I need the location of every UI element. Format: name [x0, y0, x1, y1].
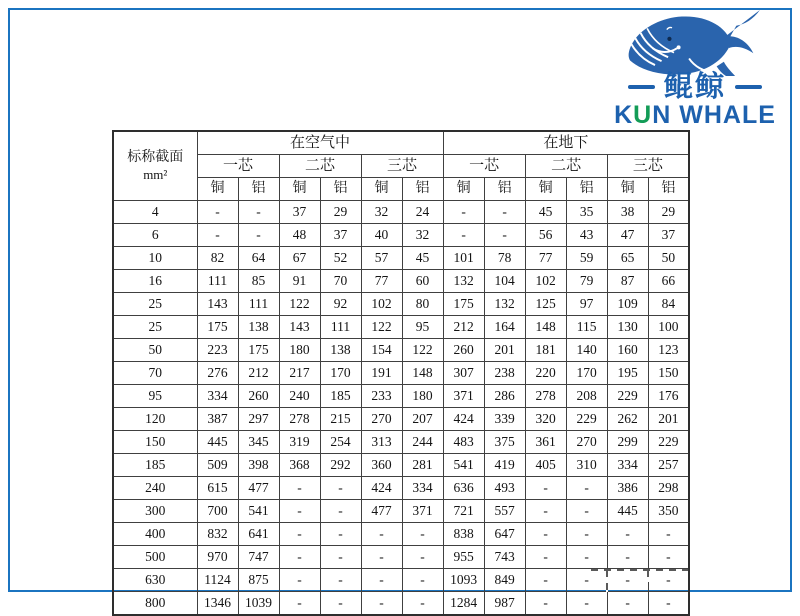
cell-ampacity-value: 1093 [443, 569, 484, 592]
cell-ampacity-value: 180 [279, 339, 320, 362]
cell-ampacity-value: 109 [607, 293, 648, 316]
cell-ampacity-value: 445 [197, 431, 238, 454]
cell-ampacity-value: - [648, 569, 689, 592]
cell-ampacity-value: 37 [279, 201, 320, 224]
cell-ampacity-value: 292 [320, 454, 361, 477]
cell-ampacity-value: - [320, 569, 361, 592]
group-header-underground: 在地下 [443, 131, 689, 155]
cell-ampacity-value: 37 [648, 224, 689, 247]
cell-ampacity-value: 52 [320, 247, 361, 270]
cell-ampacity-value: 92 [320, 293, 361, 316]
cell-section-size: 300 [113, 500, 197, 523]
table-row [113, 569, 689, 592]
cell-ampacity-value: 78 [484, 247, 525, 270]
table-row [113, 270, 689, 293]
cell-ampacity-value: - [607, 569, 648, 592]
cell-ampacity-value: - [607, 592, 648, 616]
cell-ampacity-value: 220 [525, 362, 566, 385]
cell-ampacity-value: 140 [566, 339, 607, 362]
cell-ampacity-value: - [525, 477, 566, 500]
cell-ampacity-value: 477 [238, 477, 279, 500]
cell-ampacity-value: 278 [525, 385, 566, 408]
table-row [113, 592, 689, 616]
cell-ampacity-value: 185 [320, 385, 361, 408]
cell-ampacity-value: 91 [279, 270, 320, 293]
cell-ampacity-value: - [566, 500, 607, 523]
cell-ampacity-value: 201 [648, 408, 689, 431]
cell-ampacity-value: 102 [525, 270, 566, 293]
dashed-artifact-vertical-2 [647, 570, 649, 582]
material-header: 铜 [197, 178, 238, 201]
cell-ampacity-value: 104 [484, 270, 525, 293]
cell-ampacity-value: 67 [279, 247, 320, 270]
cell-ampacity-value: 32 [361, 201, 402, 224]
cell-ampacity-value: 101 [443, 247, 484, 270]
cell-ampacity-value: 361 [525, 431, 566, 454]
cell-ampacity-value: - [566, 523, 607, 546]
cell-ampacity-value: 207 [402, 408, 443, 431]
cell-ampacity-value: - [648, 546, 689, 569]
cell-ampacity-value: 281 [402, 454, 443, 477]
cell-ampacity-value: - [320, 592, 361, 616]
cell-ampacity-value: 1039 [238, 592, 279, 616]
cell-ampacity-value: 368 [279, 454, 320, 477]
cell-ampacity-value: 85 [238, 270, 279, 293]
material-header: 铜 [443, 178, 484, 201]
cell-ampacity-value: 244 [402, 431, 443, 454]
cell-ampacity-value: 102 [361, 293, 402, 316]
cell-ampacity-value: 955 [443, 546, 484, 569]
cell-ampacity-value: 84 [648, 293, 689, 316]
cell-ampacity-value: 307 [443, 362, 484, 385]
table-row [113, 431, 689, 454]
cell-ampacity-value: 65 [607, 247, 648, 270]
table-row [113, 224, 689, 247]
table-row [113, 408, 689, 431]
cell-ampacity-value: 424 [443, 408, 484, 431]
cell-ampacity-value: 148 [525, 316, 566, 339]
cell-ampacity-value: 29 [320, 201, 361, 224]
material-header: 铝 [402, 178, 443, 201]
cell-ampacity-value: 37 [320, 224, 361, 247]
table-row [113, 477, 689, 500]
cell-section-size: 4 [113, 201, 197, 224]
cell-ampacity-value: - [279, 546, 320, 569]
cell-ampacity-value: 48 [279, 224, 320, 247]
cell-ampacity-value: 57 [361, 247, 402, 270]
cell-ampacity-value: 557 [484, 500, 525, 523]
cell-ampacity-value: 82 [197, 247, 238, 270]
cell-ampacity-value: 201 [484, 339, 525, 362]
logo-en-u: U [633, 101, 653, 129]
cell-ampacity-value: 40 [361, 224, 402, 247]
cell-ampacity-value: 79 [566, 270, 607, 293]
cell-ampacity-value: 97 [566, 293, 607, 316]
logo-en-k: K [614, 101, 634, 129]
material-header: 铝 [320, 178, 361, 201]
cell-ampacity-value: - [607, 523, 648, 546]
cell-ampacity-value: 175 [238, 339, 279, 362]
cell-ampacity-value: 647 [484, 523, 525, 546]
cell-ampacity-value: - [238, 201, 279, 224]
cell-ampacity-value: 229 [566, 408, 607, 431]
cell-ampacity-value: 212 [443, 316, 484, 339]
cell-ampacity-value: 111 [197, 270, 238, 293]
cell-ampacity-value: - [402, 592, 443, 616]
cell-ampacity-value: 175 [443, 293, 484, 316]
cell-ampacity-value: - [525, 500, 566, 523]
cell-ampacity-value: 541 [443, 454, 484, 477]
cell-ampacity-value: 360 [361, 454, 402, 477]
whale-icon [616, 10, 774, 76]
cell-ampacity-value: 143 [279, 316, 320, 339]
group-header-in-air: 在空气中 [197, 131, 443, 155]
cell-ampacity-value: 345 [238, 431, 279, 454]
cell-ampacity-value: 122 [402, 339, 443, 362]
cell-section-size: 25 [113, 316, 197, 339]
cell-ampacity-value: 100 [648, 316, 689, 339]
cell-ampacity-value: 191 [361, 362, 402, 385]
cell-section-size: 150 [113, 431, 197, 454]
cell-ampacity-value: 262 [607, 408, 648, 431]
cell-ampacity-value: 70 [320, 270, 361, 293]
cell-ampacity-value: 223 [197, 339, 238, 362]
cell-ampacity-value: 371 [443, 385, 484, 408]
cell-ampacity-value: - [525, 546, 566, 569]
cell-section-size: 25 [113, 293, 197, 316]
core-count-header: 三芯 [361, 155, 443, 178]
cell-ampacity-value: 180 [402, 385, 443, 408]
cell-ampacity-value: - [402, 546, 443, 569]
cell-section-size: 6 [113, 224, 197, 247]
cell-section-size: 16 [113, 270, 197, 293]
cell-section-size: 630 [113, 569, 197, 592]
cell-ampacity-value: 50 [648, 247, 689, 270]
cell-ampacity-value: 123 [648, 339, 689, 362]
cell-ampacity-value: 875 [238, 569, 279, 592]
ampacity-table-container [112, 130, 690, 616]
material-header: 铜 [361, 178, 402, 201]
table-row [113, 362, 689, 385]
cell-ampacity-value: 700 [197, 500, 238, 523]
cell-ampacity-value: - [361, 569, 402, 592]
cell-ampacity-value: 35 [566, 201, 607, 224]
cell-section-size: 500 [113, 546, 197, 569]
cell-ampacity-value: - [402, 569, 443, 592]
cell-section-size: 185 [113, 454, 197, 477]
core-count-header: 二芯 [525, 155, 607, 178]
material-header: 铝 [566, 178, 607, 201]
cell-ampacity-value: - [525, 569, 566, 592]
cell-ampacity-value: - [279, 500, 320, 523]
cell-ampacity-value: 320 [525, 408, 566, 431]
cell-ampacity-value: 143 [197, 293, 238, 316]
cell-ampacity-value: 297 [238, 408, 279, 431]
cell-ampacity-value: 334 [402, 477, 443, 500]
cell-ampacity-value: 138 [320, 339, 361, 362]
cell-ampacity-value: - [607, 546, 648, 569]
cell-section-size: 120 [113, 408, 197, 431]
cell-ampacity-value: 132 [443, 270, 484, 293]
cell-ampacity-value: 386 [607, 477, 648, 500]
corner-line2: mm² [143, 166, 168, 182]
cell-section-size: 240 [113, 477, 197, 500]
cell-ampacity-value: 334 [607, 454, 648, 477]
cell-ampacity-value: 175 [197, 316, 238, 339]
cell-ampacity-value: 170 [566, 362, 607, 385]
brand-logo [602, 8, 788, 128]
cell-ampacity-value: 240 [279, 385, 320, 408]
cell-ampacity-value: 405 [525, 454, 566, 477]
cell-ampacity-value: 77 [525, 247, 566, 270]
cell-section-size: 95 [113, 385, 197, 408]
cell-ampacity-value: 56 [525, 224, 566, 247]
table-row [113, 293, 689, 316]
cell-ampacity-value: - [361, 546, 402, 569]
logo-en-rest: N WHALE [652, 101, 776, 129]
core-count-header: 三芯 [607, 155, 689, 178]
cell-ampacity-value: 260 [238, 385, 279, 408]
cell-ampacity-value: - [320, 477, 361, 500]
cell-ampacity-value: 254 [320, 431, 361, 454]
cell-ampacity-value: - [525, 523, 566, 546]
cell-ampacity-value: 483 [443, 431, 484, 454]
cell-ampacity-value: 334 [197, 385, 238, 408]
cell-ampacity-value: 60 [402, 270, 443, 293]
cell-ampacity-value: 339 [484, 408, 525, 431]
cell-ampacity-value: - [443, 224, 484, 247]
cell-ampacity-value: 298 [648, 477, 689, 500]
cell-ampacity-value: 77 [361, 270, 402, 293]
cell-ampacity-value: - [648, 592, 689, 616]
cell-ampacity-value: 743 [484, 546, 525, 569]
cell-ampacity-value: 170 [320, 362, 361, 385]
cell-section-size: 800 [113, 592, 197, 616]
material-header: 铝 [484, 178, 525, 201]
cell-ampacity-value: 138 [238, 316, 279, 339]
cell-ampacity-value: - [320, 523, 361, 546]
cell-ampacity-value: 43 [566, 224, 607, 247]
cell-ampacity-value: 445 [607, 500, 648, 523]
cell-ampacity-value: 95 [402, 316, 443, 339]
cell-ampacity-value: 24 [402, 201, 443, 224]
cell-ampacity-value: 636 [443, 477, 484, 500]
cell-ampacity-value: - [238, 224, 279, 247]
cell-ampacity-value: 154 [361, 339, 402, 362]
cell-ampacity-value: 313 [361, 431, 402, 454]
dashed-artifact-vertical-1 [606, 570, 608, 592]
cell-ampacity-value: 229 [607, 385, 648, 408]
table-row [113, 316, 689, 339]
cell-ampacity-value: 1346 [197, 592, 238, 616]
cell-ampacity-value: 270 [566, 431, 607, 454]
cell-ampacity-value: - [320, 546, 361, 569]
cell-ampacity-value: 270 [361, 408, 402, 431]
cell-ampacity-value: 47 [607, 224, 648, 247]
cell-ampacity-value: - [566, 477, 607, 500]
core-count-header: 一芯 [443, 155, 525, 178]
material-header: 铝 [238, 178, 279, 201]
cell-ampacity-value: - [484, 224, 525, 247]
cell-ampacity-value: 849 [484, 569, 525, 592]
cell-ampacity-value: 164 [484, 316, 525, 339]
cell-ampacity-value: 38 [607, 201, 648, 224]
cell-ampacity-value: 212 [238, 362, 279, 385]
cell-ampacity-value: 176 [648, 385, 689, 408]
cell-ampacity-value: - [443, 201, 484, 224]
cell-ampacity-value: 64 [238, 247, 279, 270]
cell-ampacity-value: 615 [197, 477, 238, 500]
cell-ampacity-value: - [279, 477, 320, 500]
cell-ampacity-value: 257 [648, 454, 689, 477]
cell-ampacity-value: 319 [279, 431, 320, 454]
logo-cn-line [628, 72, 762, 102]
logo-en-name [614, 103, 776, 128]
cell-ampacity-value: 310 [566, 454, 607, 477]
table-row [113, 201, 689, 224]
cell-ampacity-value: 987 [484, 592, 525, 616]
cell-ampacity-value: 1284 [443, 592, 484, 616]
cell-ampacity-value: 641 [238, 523, 279, 546]
cell-ampacity-value: 493 [484, 477, 525, 500]
cell-section-size: 70 [113, 362, 197, 385]
cell-ampacity-value: 278 [279, 408, 320, 431]
cell-ampacity-value: 122 [279, 293, 320, 316]
table-row [113, 385, 689, 408]
logo-cn-name: 鲲鲸 [663, 70, 726, 103]
cell-ampacity-value: 238 [484, 362, 525, 385]
cell-ampacity-value: 115 [566, 316, 607, 339]
cell-ampacity-value: 477 [361, 500, 402, 523]
cell-ampacity-value: 32 [402, 224, 443, 247]
cell-ampacity-value: 398 [238, 454, 279, 477]
cell-ampacity-value: 371 [402, 500, 443, 523]
cell-ampacity-value: 80 [402, 293, 443, 316]
cell-ampacity-value: - [279, 592, 320, 616]
cell-ampacity-value: 832 [197, 523, 238, 546]
cell-ampacity-value: 66 [648, 270, 689, 293]
cell-ampacity-value: 125 [525, 293, 566, 316]
cell-ampacity-value: - [197, 201, 238, 224]
cell-ampacity-value: 122 [361, 316, 402, 339]
cell-ampacity-value: 419 [484, 454, 525, 477]
table-row [113, 546, 689, 569]
cell-section-size: 400 [113, 523, 197, 546]
cell-ampacity-value: 111 [320, 316, 361, 339]
cell-section-size: 50 [113, 339, 197, 362]
cell-section-size: 10 [113, 247, 197, 270]
cell-ampacity-value: - [361, 592, 402, 616]
cell-ampacity-value: 299 [607, 431, 648, 454]
cell-ampacity-value: 181 [525, 339, 566, 362]
table-row [113, 523, 689, 546]
cell-ampacity-value: 148 [402, 362, 443, 385]
cell-ampacity-value: 276 [197, 362, 238, 385]
cell-ampacity-value: 45 [525, 201, 566, 224]
cell-ampacity-value: 541 [238, 500, 279, 523]
cell-ampacity-value: - [525, 592, 566, 616]
cell-ampacity-value: - [279, 523, 320, 546]
cell-ampacity-value: 150 [648, 362, 689, 385]
cell-ampacity-value: 160 [607, 339, 648, 362]
logo-dash-left [628, 85, 655, 89]
cell-ampacity-value: 350 [648, 500, 689, 523]
cell-ampacity-value: - [484, 201, 525, 224]
cell-ampacity-value: 195 [607, 362, 648, 385]
cell-ampacity-value: 45 [402, 247, 443, 270]
cell-ampacity-value: 87 [607, 270, 648, 293]
table-row [113, 247, 689, 270]
logo-dash-right [735, 85, 762, 89]
cell-ampacity-value: - [648, 523, 689, 546]
material-header: 铜 [607, 178, 648, 201]
cell-ampacity-value: 59 [566, 247, 607, 270]
cell-ampacity-value: 747 [238, 546, 279, 569]
ampacity-table [112, 130, 690, 616]
cell-ampacity-value: - [197, 224, 238, 247]
cell-ampacity-value: - [279, 569, 320, 592]
cell-ampacity-value: 111 [238, 293, 279, 316]
corner-header [113, 131, 197, 201]
cell-ampacity-value: 970 [197, 546, 238, 569]
material-header: 铜 [525, 178, 566, 201]
cell-ampacity-value: 215 [320, 408, 361, 431]
corner-line1: 标称截面 [127, 150, 184, 166]
core-count-header: 二芯 [279, 155, 361, 178]
table-row [113, 339, 689, 362]
cell-ampacity-value: 132 [484, 293, 525, 316]
cell-ampacity-value: - [566, 546, 607, 569]
cell-ampacity-value: 387 [197, 408, 238, 431]
cell-ampacity-value: - [566, 592, 607, 616]
cell-ampacity-value: 375 [484, 431, 525, 454]
cell-ampacity-value: 1124 [197, 569, 238, 592]
cell-ampacity-value: - [320, 500, 361, 523]
core-count-header: 一芯 [197, 155, 279, 178]
cell-ampacity-value: 509 [197, 454, 238, 477]
cell-ampacity-value: - [402, 523, 443, 546]
cell-ampacity-value: 286 [484, 385, 525, 408]
cell-ampacity-value: 130 [607, 316, 648, 339]
cell-ampacity-value: 260 [443, 339, 484, 362]
cell-ampacity-value: 229 [648, 431, 689, 454]
cell-ampacity-value: - [361, 523, 402, 546]
cell-ampacity-value: 233 [361, 385, 402, 408]
cell-ampacity-value: 217 [279, 362, 320, 385]
table-row [113, 454, 689, 477]
material-header: 铜 [279, 178, 320, 201]
table-row [113, 500, 689, 523]
cell-ampacity-value: 29 [648, 201, 689, 224]
cell-ampacity-value: - [566, 569, 607, 592]
cell-ampacity-value: 721 [443, 500, 484, 523]
cell-ampacity-value: 208 [566, 385, 607, 408]
cell-ampacity-value: 838 [443, 523, 484, 546]
cell-ampacity-value: 424 [361, 477, 402, 500]
material-header: 铝 [648, 178, 689, 201]
